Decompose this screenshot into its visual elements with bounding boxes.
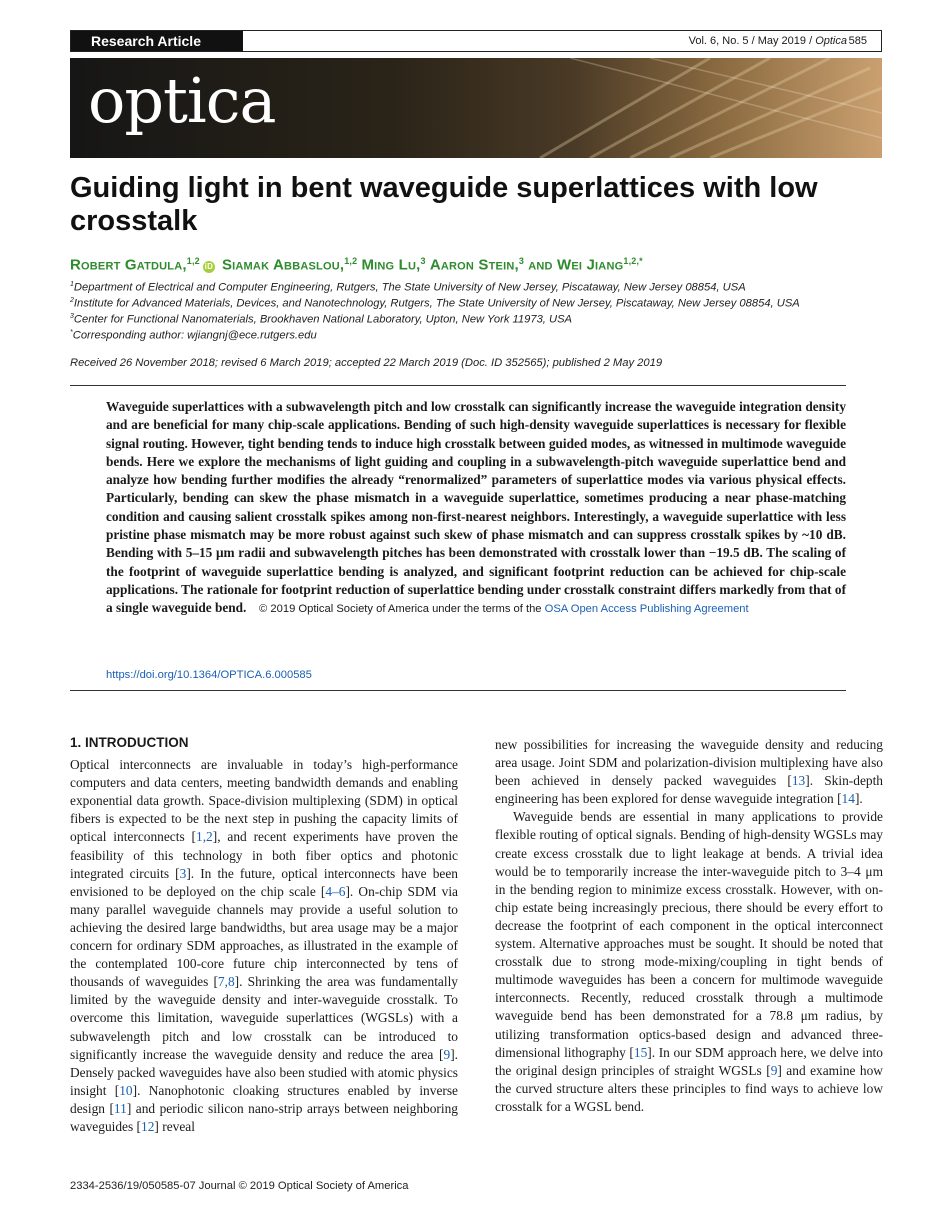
author-list — [70, 256, 882, 274]
body-paragraph: new possibilities for increasing the waveguide density and reducing area usage. Joint SDM and polarization-division multiplexing have also been achieved in densely packed waveguides [13]. Skin-depth engineering has been explored for dense waveguide integration [14]. — [495, 737, 884, 807]
citation-link[interactable]: 7,8 — [217, 974, 235, 990]
author-affiliation-mark: 1,2 — [186, 256, 200, 266]
article-type-label: Research Article — [71, 31, 243, 51]
corresponding-author: *Corresponding author: wjiangnj@ece.rutgers.edu — [70, 329, 317, 342]
received-dates: Received 26 November 2018; revised 6 March 2019; accepted 22 March 2019 (Doc. ID 352565); published 2 May 2019 — [70, 357, 663, 369]
author-name: and Wei Jiang — [528, 256, 624, 274]
doi-link[interactable]: https://doi.org/10.1364/OPTICA.6.000585 — [106, 669, 312, 681]
license-link[interactable]: OSA Open Access Publishing Agreement — [544, 603, 749, 616]
section-heading: 1. INTRODUCTION — [70, 735, 189, 750]
page-number: 585 — [848, 35, 867, 47]
citation-link[interactable]: 15 — [633, 1044, 648, 1060]
author-name: Robert Gatdula, — [70, 256, 187, 274]
author-affiliation-mark: 1,2,* — [623, 256, 643, 266]
author-affiliation-mark: 1,2 — [344, 256, 358, 266]
author-name: Aaron Stein, — [429, 256, 519, 274]
affiliation-1: $^1$Department of Electrical and Computer Engineering, Rutgers, The State University of New Jersey, Piscataway, New Jersey 08854, USA — [70, 281, 746, 294]
abstract — [106, 398, 846, 619]
author-name: Ming Lu, — [361, 256, 421, 274]
journal-header-bar — [70, 30, 882, 52]
right-column-body — [495, 736, 883, 1116]
citation-link[interactable]: 9 — [443, 1046, 451, 1062]
page-footer: 2334-2536/19/050585-07 Journal © 2019 Optical Society of America — [70, 1180, 409, 1192]
abstract-top-rule — [70, 385, 846, 386]
copyright-notice: © 2019 Optical Society of America under the terms of the OSA Open Access Publishing Agreement — [259, 603, 749, 616]
journal-logo: optica — [88, 64, 276, 137]
abstract-bottom-rule — [70, 690, 846, 691]
citation-link[interactable]: 11 — [113, 1100, 127, 1116]
author-affiliation-mark: 3 — [518, 256, 525, 266]
citation-link[interactable]: 4–6 — [325, 883, 346, 899]
citation-link[interactable]: 14 — [841, 791, 855, 807]
citation-link[interactable]: 13 — [791, 773, 806, 789]
citation-link[interactable]: 3 — [179, 865, 187, 881]
citation-link[interactable]: 10 — [119, 1082, 133, 1098]
journal-banner — [70, 58, 882, 158]
body-paragraph: Waveguide bends are essential in many applications to provide flexible routing of optical signals. Bending of high-density WGSLs may create excess crosstalk due to light leakage at bends. A trivial idea would be to temporarily increase the inter-waveguide pitch to 3–4 μm in the bending region to minimize excess crosstalk. However, with on-chip estate being increasingly precious, there should be every effort to decrease the footprint of each component in the optical interconnect system. Alternative approaches must be sought. It should be noted that crosstalk due to strong mode-mixing/coupling in tight bends of multimode waveguides has been a concern for multimode waveguide interconnects. Recently, reduced crosstalk through a multimode waveguide bend has been demonstrated for a 78.8 μm radius, by utilizing transformation optics-based design and advanced three-dimensional lithography [15]. In our SDM approach here, we delve into the original design principles of straight WGSLs [9] and examine how the curved structure alters these principles to find ways to achieve low crosstalk for a WGSL bend. — [495, 809, 883, 1114]
abstract-text: Waveguide superlattices with a subwavelength pitch and low crosstalk can significantly increase the waveguide integration density and are beneficial for many chip-scale applications. Bending of such high-density waveguide superlattices is necessary for flexible signal routing. However, tight bending tends to induce high crosstalk between guided modes, as witnessed in multimode waveguide bends. Here we explore the mechanisms of light guiding and coupling in a subwavelength-pitch waveguide superlattice bend and analyze how bending further modifies the already “renormalized” parameters of superlattice modes via various physical effects. Particularly, bending can skew the phase mismatch in a waveguide superlattice, sometimes producing a near phase-matching condition and causing salient crosstalk spikes among non-first-nearest neighbors. Interestingly, a waveguide superlattice with less pristine phase mismatch may be more robust against such skew of phase mismatch and can suppress crosstalk spikes by ~10 dB. Bending with 5–15 μm radii and subwavelength pitches has been demonstrated with crosstalk lower than −19.5 dB. The scaling of the footprint of waveguide superlattice bending is analyzed, and significant footprint reduction can be achieved for chip-scale applications. The rationale for footprint reduction of superlattice bending under crosstalk constraint differs markedly from that of a single waveguide bend. — [106, 399, 846, 616]
left-column — [70, 734, 458, 1136]
right-column — [495, 736, 883, 1116]
citation-link[interactable]: 9 — [770, 1062, 778, 1078]
article-title: Guiding light in bent waveguide superlattices with low crosstalk — [70, 172, 818, 237]
affiliation-2: $^2$Institute for Advanced Materials, Devices, and Nanotechnology, Rutgers, The State University of New Jersey, Piscataway, New Jersey 08854, USA — [70, 297, 800, 310]
author-affiliation-mark: 3 — [420, 256, 426, 266]
body-paragraph: Optical interconnects are invaluable in today’s high-performance computers and data centers, meeting bandwidth demands and enabling exponential data growth. Space-division multiplexing (SDM) in optical fibers is expected to be the next step in pushing the capacity limits of optical interconnects [1,2], and recent experiments have proven the feasibility of this technology in both fiber optics and photonic integrated circuits [3]. In the future, optical interconnects have been envisioned to be deployed on the chip scale [4–6]. On-chip SDM via many parallel waveguide channels may provide a useful solution to achieving the desired large bandwidths, but area usage may be a major concern for ordinary SDM approaches, as illustrated in the example of the contemplated 100-core future chip interconnected by tens of thousands of waveguides [7,8]. Shrinking the area was fundamentally limited by the waveguide density and inter-waveguide crosstalk. To overcome this limitation, waveguide superlattices (WGSLs) with a subwavelength pitch and low crosstalk can be introduced to significantly increase the waveguide density and reduce the area [9]. Densely packed waveguides have also been studied with atomic physics insight [10]. Nanophotonic cloaking structures enabled by inverse design [11] and periodic silicon nano-strip arrays between neighboring waveguides [12] reveal — [70, 757, 459, 1134]
left-column-body — [70, 756, 458, 1136]
author-name: Siamak Abbaslou, — [221, 256, 345, 274]
citation-link[interactable]: 12 — [141, 1118, 155, 1134]
affiliation-3: $^3$Center for Functional Nanomaterials, Brookhaven National Laboratory, Upton, New York 11973, USA — [70, 313, 573, 326]
orcid-icon[interactable]: iD — [204, 261, 214, 271]
citation-link[interactable]: 1,2 — [196, 829, 213, 845]
volume-info: Vol. 6, No. 5 / May 2019 / Optica — [688, 35, 847, 47]
